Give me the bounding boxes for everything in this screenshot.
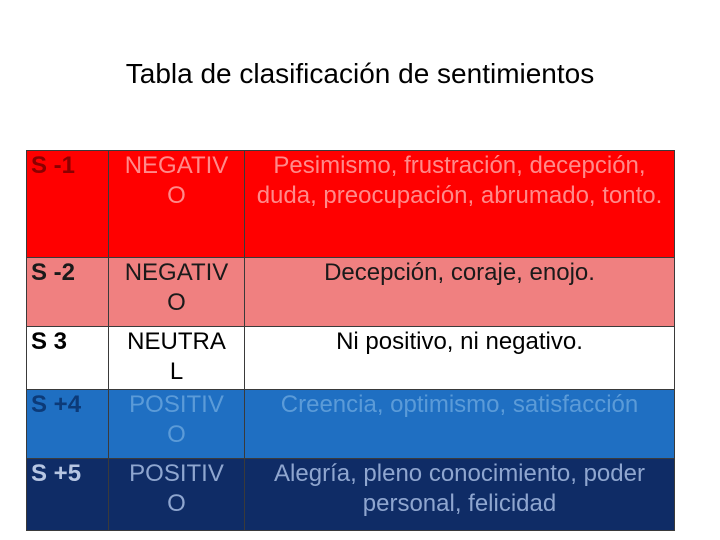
row-class: NEGATIV O <box>109 258 245 327</box>
table-row <box>27 390 675 459</box>
row-code: S 3 <box>27 327 109 390</box>
row-class: POSITIV O <box>109 390 245 459</box>
row-class: NEUTRA L <box>109 327 245 390</box>
row-feelings: Ni positivo, ni negativo. <box>245 327 675 390</box>
row-feelings: Alegría, pleno conocimiento, poder personal, felicidad <box>245 459 675 531</box>
table-row <box>27 151 675 258</box>
sentiment-table <box>26 150 675 531</box>
table-row <box>27 258 675 327</box>
row-class: POSITIV O <box>109 459 245 531</box>
row-code: S -2 <box>27 258 109 327</box>
row-code: S -1 <box>27 151 109 258</box>
page-title: Tabla de clasificación de sentimientos <box>125 58 595 89</box>
table-row <box>27 327 675 390</box>
row-code: S +4 <box>27 390 109 459</box>
row-feelings: Decepción, coraje, enojo. <box>245 258 675 327</box>
row-code: S +5 <box>27 459 109 531</box>
row-feelings: Creencia, optimismo, satisfacción <box>245 390 675 459</box>
row-class: NEGATIV O <box>109 151 245 258</box>
table-row <box>27 459 675 531</box>
row-feelings: Pesimismo, frustración, decepción, duda, preocupación, abrumado, tonto. <box>245 151 675 258</box>
